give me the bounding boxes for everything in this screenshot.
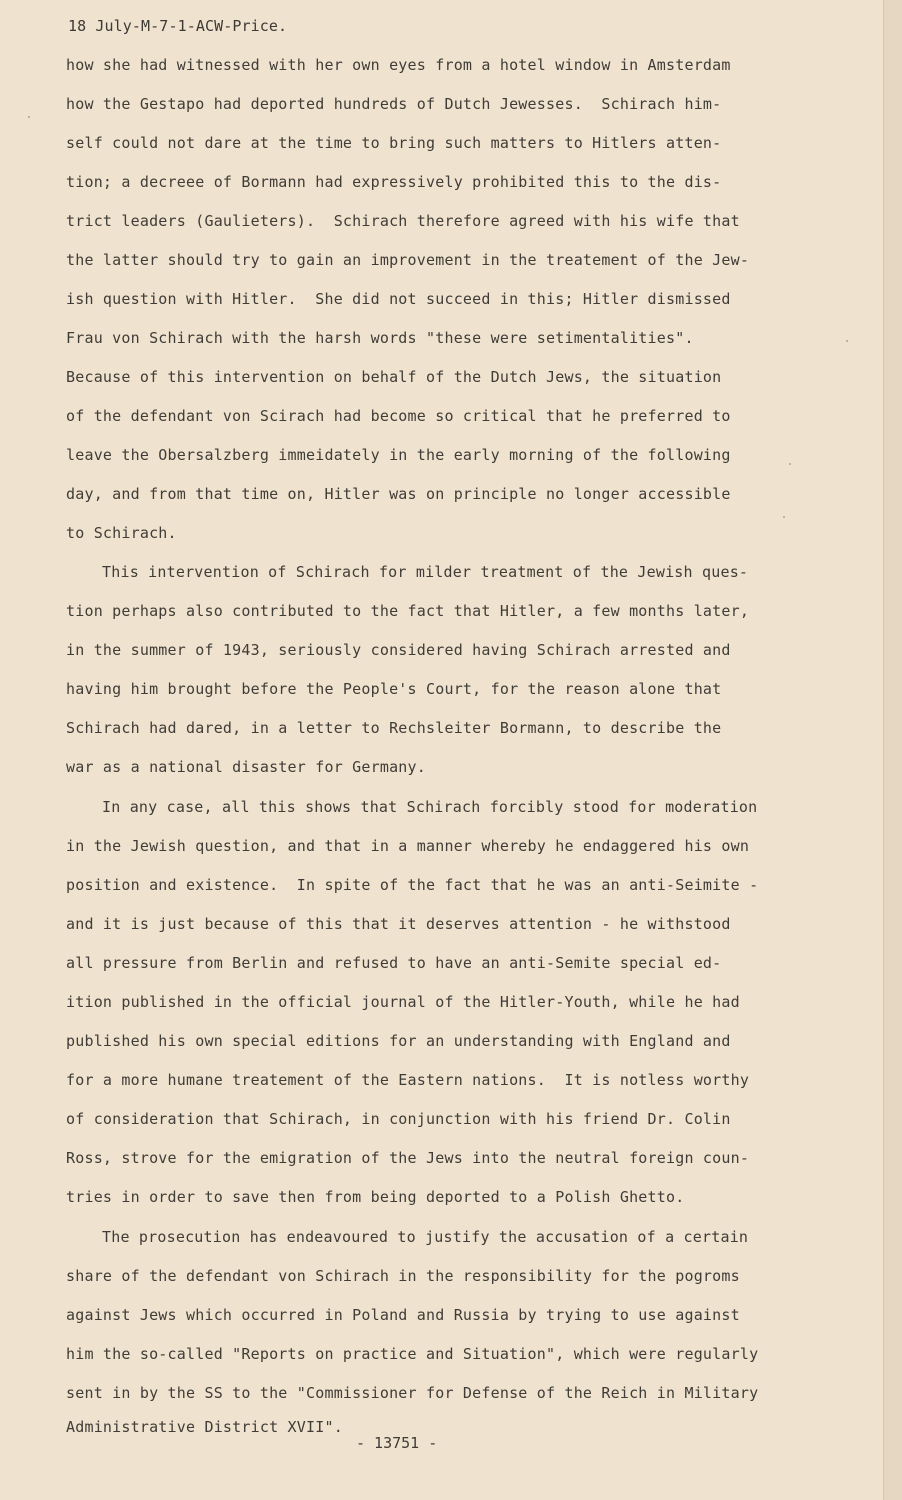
text-line: Because of this intervention on behalf of the Dutch Jews, the situation xyxy=(66,368,722,386)
text-line: day, and from that time on, Hitler was on principle no longer accessible xyxy=(66,485,731,503)
text-line: Administrative District XVII". xyxy=(66,1418,343,1436)
text-line: position and existence. In spite of the fact that he was an anti-Seimite - xyxy=(66,876,759,894)
page-header: 18 July-M-7-1-ACW-Price. xyxy=(68,17,288,35)
text-line: in the summer of 1943, seriously considered having Schirach arrested and xyxy=(66,641,731,659)
text-line: in the Jewish question, and that in a manner whereby he endaggered his own xyxy=(66,837,750,855)
text-line: In any case, all this shows that Schirach forcibly stood for moderation xyxy=(102,798,758,816)
text-line: The prosecution has endeavoured to justify the accusation of a certain xyxy=(102,1228,749,1246)
text-line: tion perhaps also contributed to the fact that Hitler, a few months later, xyxy=(66,602,750,620)
text-line: and it is just because of this that it deserves attention - he withstood xyxy=(66,915,731,933)
text-line: share of the defendant von Schirach in the responsibility for the pogroms xyxy=(66,1267,740,1285)
paper-speck xyxy=(783,516,785,518)
text-line: tries in order to save then from being deported to a Polish Ghetto. xyxy=(66,1188,685,1206)
text-line: war as a national disaster for Germany. xyxy=(66,758,426,776)
text-line: how the Gestapo had deported hundreds of Dutch Jewesses. Schirach him- xyxy=(66,95,722,113)
paper-speck xyxy=(846,340,848,342)
paper-edge xyxy=(883,0,902,1500)
text-line: Schirach had dared, in a letter to Rechsleiter Bormann, to describe the xyxy=(66,719,722,737)
text-line: all pressure from Berlin and refused to have an anti-Semite special ed- xyxy=(66,954,722,972)
text-line: Frau von Schirach with the harsh words "these were setimentalities". xyxy=(66,329,694,347)
text-line: Ross, strove for the emigration of the Jews into the neutral foreign coun- xyxy=(66,1149,750,1167)
text-line: for a more humane treatement of the Eastern nations. It is notless worthy xyxy=(66,1071,750,1089)
text-line: him the so-called "Reports on practice and Situation", which were regularly xyxy=(66,1345,759,1363)
text-line: how she had witnessed with her own eyes from a hotel window in Amsterdam xyxy=(66,56,731,74)
text-line: having him brought before the People's Court, for the reason alone that xyxy=(66,680,722,698)
text-line: self could not dare at the time to bring such matters to Hitlers atten- xyxy=(66,134,722,152)
text-line: of consideration that Schirach, in conjunction with his friend Dr. Colin xyxy=(66,1110,731,1128)
text-line: ish question with Hitler. She did not succeed in this; Hitler dismissed xyxy=(66,290,731,308)
text-line: leave the Obersalzberg immeidately in the early morning of the following xyxy=(66,446,731,464)
text-line: against Jews which occurred in Poland and Russia by trying to use against xyxy=(66,1306,740,1324)
text-line: ition published in the official journal of the Hitler-Youth, while he had xyxy=(66,993,740,1011)
text-line: published his own special editions for an understanding with England and xyxy=(66,1032,731,1050)
paper-speck xyxy=(28,116,30,118)
text-line: tion; a decreee of Bormann had expressively prohibited this to the dis- xyxy=(66,173,722,191)
text-line: of the defendant von Scirach had become so critical that he preferred to xyxy=(66,407,731,425)
text-line: This intervention of Schirach for milder treatment of the Jewish ques- xyxy=(102,563,749,581)
page-number: - 13751 - xyxy=(356,1434,438,1452)
text-line: sent in by the SS to the "Commissioner for Defense of the Reich in Military xyxy=(66,1384,759,1402)
paper-speck xyxy=(789,463,791,465)
text-line: to Schirach. xyxy=(66,524,177,542)
text-line: trict leaders (Gaulieters). Schirach therefore agreed with his wife that xyxy=(66,212,740,230)
text-line: the latter should try to gain an improvement in the treatement of the Jew- xyxy=(66,251,750,269)
